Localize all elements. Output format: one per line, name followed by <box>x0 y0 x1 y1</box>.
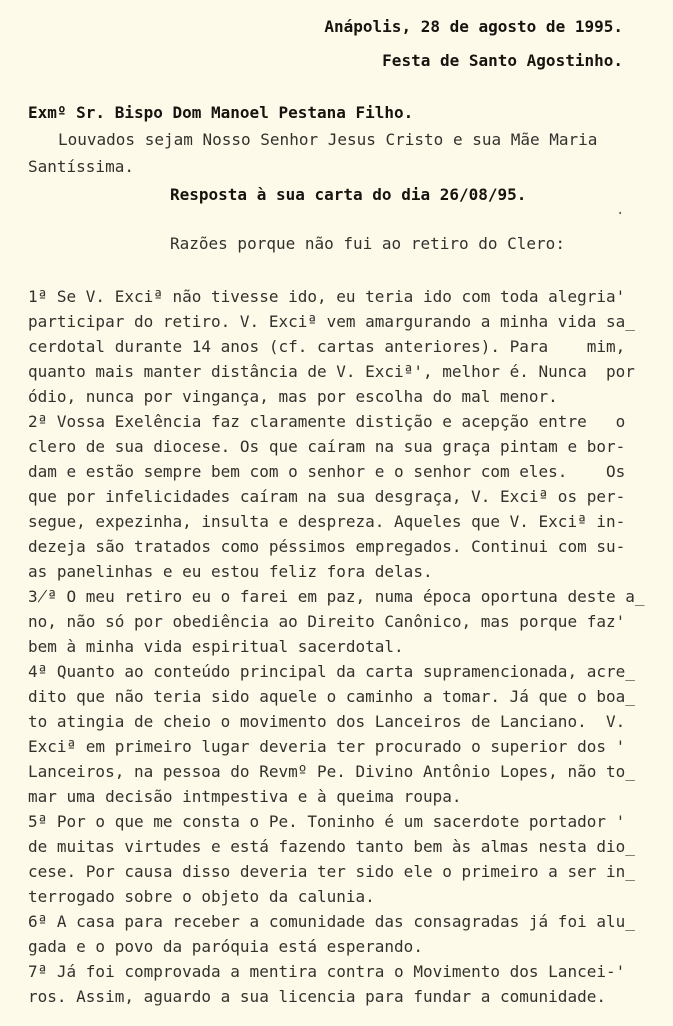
subject-line: Resposta à sua carta do dia 26/08/95. <box>170 185 527 204</box>
typed-line: Exciª em primeiro lugar deveria ter procurado o superior dos ' <box>28 737 626 756</box>
typed-line: mar uma decisão intmpestiva e à queima roupa. <box>28 787 462 806</box>
typed-line: dezeja são tratados como péssimos empregados. Continui com su- <box>28 537 626 556</box>
typed-line: clero de sua diocese. Os que caíram na sua graça pintam e bor- <box>28 437 626 456</box>
typed-line: 7ª Já foi comprovada a mentira contra o Movimento dos Lancei-' <box>28 962 626 981</box>
addressee-line: Exmº Sr. Bispo Dom Manoel Pestana Filho. <box>28 103 414 122</box>
salutation-line-2: Santíssima. <box>28 157 134 176</box>
typed-line: 4ª Quanto ao conteúdo principal da carta supramencionada, acre̲ <box>28 662 635 681</box>
typed-line: ros. Assim, aguardo a sua licencia para fundar a comunidade. <box>28 987 606 1006</box>
typed-line: 1ª Se V. Exciª não tivesse ido, eu teria ido com toda alegria' <box>28 287 626 306</box>
feast-line: Festa de Santo Agostinho. <box>382 51 623 70</box>
typed-line: de muitas virtudes e está fazendo tanto bem às almas nesta dio̲ <box>28 837 635 856</box>
typed-line: to atingia de cheio o movimento dos Lanceiros de Lanciano. V. <box>28 712 626 731</box>
typed-line: quanto mais manter distância de V. Exciª', melhor é. Nunca por <box>28 362 635 381</box>
typed-line: gada e o povo da paróquia está esperando. <box>28 937 423 956</box>
typed-line: dito que não teria sido aquele o caminho a tomar. Já que o boa̲ <box>28 687 635 706</box>
typed-line: ódio, nunca por vingança, mas por escolha do mal menor. <box>28 387 558 406</box>
typed-line: terrogado sobre o objeto da calunia. <box>28 887 375 906</box>
salutation-line-1: Louvados sejam Nosso Senhor Jesus Cristo e sua Mãe Maria <box>58 130 598 149</box>
typed-line: 6ª A casa para receber a comunidade das consagradas já foi alu̲ <box>28 912 635 931</box>
typed-line: as panelinhas e eu estou feliz fora delas. <box>28 562 433 581</box>
date-line: Anápolis, 28 de agosto de 1995. <box>324 17 623 36</box>
salutation-block <box>28 126 623 180</box>
typed-line: segue, expezinha, insulta e despreza. Aqueles que V. Exciª in- <box>28 512 626 531</box>
date-block <box>28 14 623 74</box>
typed-line: no, não só por obediência ao Direito Canônico, mas porque faz' <box>28 612 626 631</box>
typed-line: cese. Por causa disso deveria ter sido ele o primeiro a ser in̲ <box>28 862 635 881</box>
typed-line: 3̸ª O meu retiro eu o farei em paz, numa época oportuna deste a̲ <box>28 587 645 606</box>
typed-line: dam e estão sempre bem com o senhor e o senhor com eles. Os <box>28 462 626 481</box>
typed-line: bem à minha vida espiritual sacerdotal. <box>28 637 404 656</box>
typed-line: participar do retiro. V. Exciª vem amargurando a minha vida sa̲ <box>28 312 635 331</box>
reasons-heading: Razões porque não fui ao retiro do Clero: <box>170 234 565 253</box>
typed-line: cerdotal durante 14 anos (cf. cartas anteriores). Para mim, <box>28 337 626 356</box>
typed-line: 5ª Por o que me consta o Pe. Toninho é um sacerdote portador ' <box>28 812 626 831</box>
stray-mark: · <box>616 206 625 222</box>
letter-body <box>28 284 645 1009</box>
typed-line: Lanceiros, na pessoa do Revmº Pe. Divino Antônio Lopes, não to̲ <box>28 762 635 781</box>
typed-line: que por infelicidades caíram na sua desgraça, V. Exciª os per- <box>28 487 626 506</box>
typed-line: 2ª Vossa Exelência faz claramente distição e acepção entre o <box>28 412 626 431</box>
